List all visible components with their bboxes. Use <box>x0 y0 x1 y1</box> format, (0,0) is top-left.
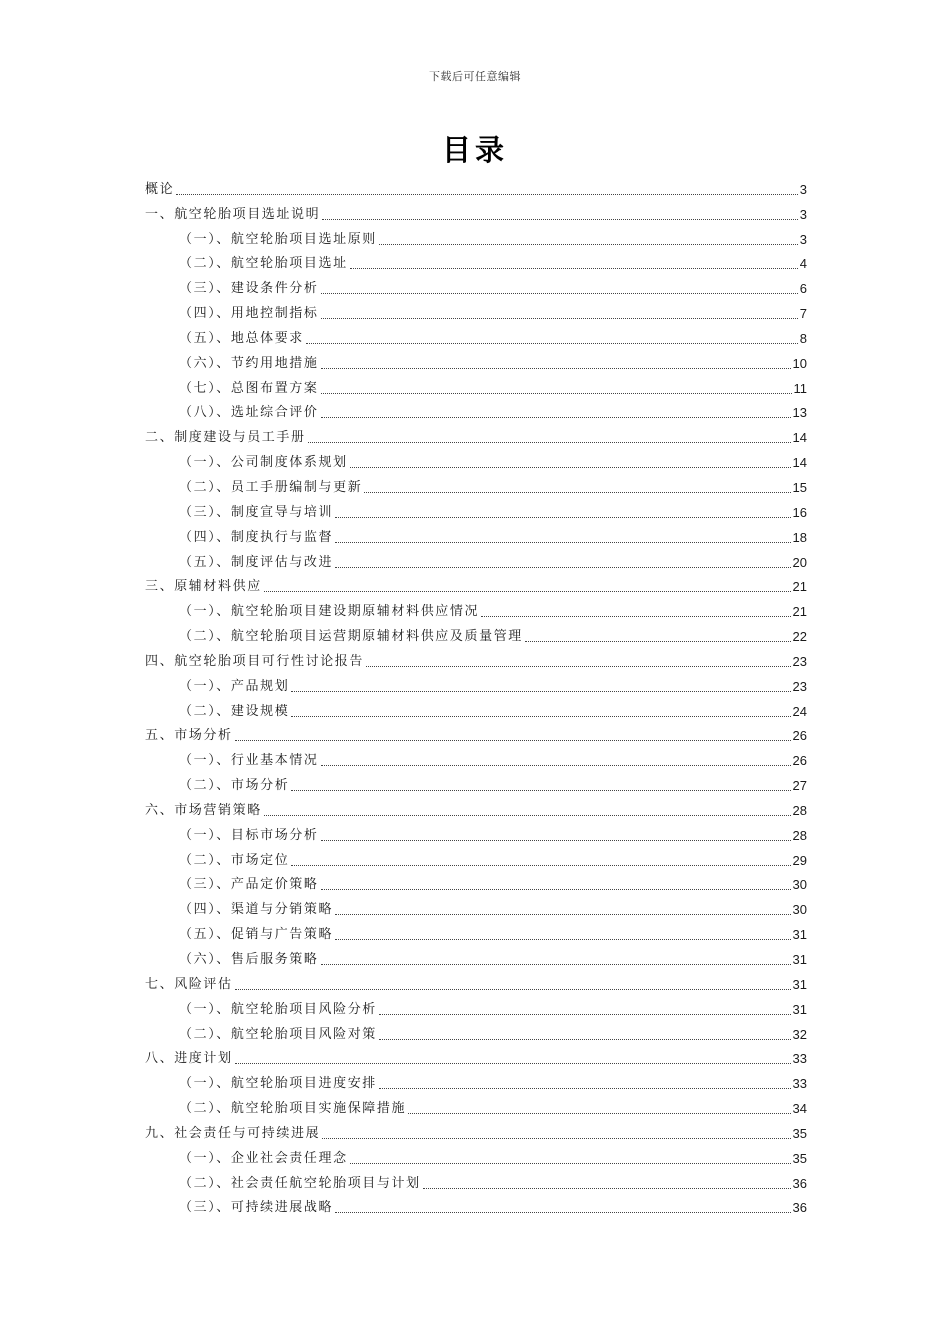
toc-entry-page-number: 30 <box>792 902 807 918</box>
toc-dot-leader <box>335 1211 790 1213</box>
toc-dot-leader <box>364 491 790 493</box>
toc-dot-leader <box>379 1087 791 1089</box>
toc-dot-leader <box>176 193 798 195</box>
toc-dot-leader <box>335 566 790 568</box>
toc-entry[interactable] <box>145 323 807 348</box>
toc-entry[interactable] <box>145 646 807 671</box>
toc-entry[interactable] <box>145 1168 807 1193</box>
toc-entry-page-number: 33 <box>792 1051 807 1067</box>
toc-entry-page-number: 15 <box>792 479 807 495</box>
toc-dot-leader <box>379 1038 791 1040</box>
toc-entry-page-number: 6 <box>799 281 807 297</box>
toc-entry-label: （一）、航空轮胎项目进度安排 <box>179 1076 377 1092</box>
toc-dot-leader <box>321 764 791 766</box>
toc-entry-label: （二）、员工手册编制与更新 <box>179 479 363 495</box>
toc-dot-leader <box>322 218 798 220</box>
toc-dot-leader <box>264 814 791 816</box>
toc-entry[interactable] <box>145 596 807 621</box>
toc-entry-page-number: 14 <box>792 455 807 471</box>
toc-dot-leader <box>350 1162 791 1164</box>
toc-dot-leader <box>321 292 798 294</box>
toc-entry[interactable] <box>145 522 807 547</box>
toc-entry[interactable] <box>145 845 807 870</box>
toc-dot-leader <box>291 789 790 791</box>
toc-entry[interactable] <box>145 745 807 770</box>
toc-entry[interactable] <box>145 572 807 597</box>
toc-entry-page-number: 30 <box>792 877 807 893</box>
toc-entry[interactable] <box>145 373 807 398</box>
toc-entry[interactable] <box>145 1193 807 1218</box>
toc-entry[interactable] <box>145 696 807 721</box>
toc-entry-page-number: 27 <box>792 778 807 794</box>
toc-entry-page-number: 3 <box>799 206 807 222</box>
toc-entry-page-number: 35 <box>792 1125 807 1141</box>
toc-entry-label: （三）、建设条件分析 <box>179 281 319 297</box>
toc-entry-label: 概论 <box>145 181 175 197</box>
toc-entry[interactable] <box>145 944 807 969</box>
header-note: 下载后可任意编辑 <box>429 70 521 83</box>
toc-entry-label: （一）、行业基本情况 <box>179 753 319 769</box>
toc-entry-page-number: 31 <box>792 927 807 943</box>
toc-entry-label: （三）、产品定价策略 <box>179 877 319 893</box>
toc-entry-label: 五、市场分析 <box>145 728 233 744</box>
toc-entry-label: （二）、航空轮胎项目运营期原辅材料供应及质量管理 <box>179 629 523 645</box>
toc-entry-label: （一）、航空轮胎项目建设期原辅材料供应情况 <box>179 604 480 620</box>
toc-dot-leader <box>350 466 791 468</box>
toc-dot-leader <box>291 690 790 692</box>
toc-dot-leader <box>308 441 791 443</box>
toc-entry-page-number: 8 <box>799 330 807 346</box>
toc-dot-leader <box>423 1187 791 1189</box>
toc-entry-label: 八、进度计划 <box>145 1051 233 1067</box>
toc-entry-label: 七、风险评估 <box>145 976 233 992</box>
toc-dot-leader <box>291 715 790 717</box>
toc-entry-label: （三）、可持续进展战略 <box>179 1200 334 1216</box>
toc-entry-page-number: 32 <box>792 1026 807 1042</box>
toc-entry-page-number: 31 <box>792 1001 807 1017</box>
toc-entry[interactable] <box>145 348 807 373</box>
toc-entry-label: 三、原辅材料供应 <box>145 579 262 595</box>
toc-entry-page-number: 31 <box>792 976 807 992</box>
toc-entry-label: （一）、产品规划 <box>179 678 290 694</box>
toc-entry[interactable] <box>145 894 807 919</box>
toc-entry-page-number: 21 <box>792 604 807 620</box>
toc-entry-page-number: 28 <box>792 827 807 843</box>
toc-entry-label: （一）、航空轮胎项目选址原则 <box>179 231 377 247</box>
toc-entry[interactable] <box>145 621 807 646</box>
toc-entry[interactable] <box>145 721 807 746</box>
toc-dot-leader <box>481 615 790 617</box>
toc-dot-leader <box>291 864 790 866</box>
toc-entry-page-number: 3 <box>799 181 807 197</box>
toc-dot-leader <box>306 342 798 344</box>
toc-entry-page-number: 14 <box>792 430 807 446</box>
toc-dot-leader <box>235 1062 791 1064</box>
toc-entry-label: （一）、目标市场分析 <box>179 827 319 843</box>
toc-entry[interactable] <box>145 820 807 845</box>
toc-entry[interactable] <box>145 398 807 423</box>
toc-entry-label: （四）、制度执行与监督 <box>179 529 334 545</box>
toc-entry[interactable] <box>145 298 807 323</box>
toc-entry[interactable] <box>145 224 807 249</box>
toc-entry[interactable] <box>145 671 807 696</box>
toc-entry-page-number: 13 <box>792 405 807 421</box>
toc-entry-label: （一）、航空轮胎项目风险分析 <box>179 1001 377 1017</box>
toc-entry[interactable] <box>145 1093 807 1118</box>
toc-entry[interactable] <box>145 174 807 199</box>
toc-entry[interactable] <box>145 1068 807 1093</box>
toc-entry-page-number: 4 <box>799 256 807 272</box>
toc-entry-page-number: 28 <box>792 802 807 818</box>
toc-entry-page-number: 22 <box>792 629 807 645</box>
toc-entry-label: 六、市场营销策略 <box>145 802 262 818</box>
toc-dot-leader <box>335 938 790 940</box>
toc-entry-label: （七）、总图布置方案 <box>179 380 319 396</box>
toc-entry-label: （五）、促销与广告策略 <box>179 927 334 943</box>
toc-entry[interactable] <box>145 1143 807 1168</box>
toc-entry-label: （一）、企业社会责任理念 <box>179 1150 348 1166</box>
toc-entry-label: 九、社会责任与可持续进展 <box>145 1125 321 1141</box>
toc-entry[interactable] <box>145 199 807 224</box>
toc-entry[interactable] <box>145 1044 807 1069</box>
toc-dot-leader <box>321 392 792 394</box>
toc-entry-page-number: 29 <box>792 852 807 868</box>
toc-entry-page-number: 26 <box>792 728 807 744</box>
toc-title: 目录 <box>441 133 508 167</box>
toc-entry[interactable] <box>145 919 807 944</box>
toc-entry-page-number: 3 <box>799 231 807 247</box>
toc-entry-page-number: 21 <box>792 579 807 595</box>
toc-entry-page-number: 26 <box>792 753 807 769</box>
toc-dot-leader <box>321 888 791 890</box>
toc-entry-page-number: 23 <box>792 653 807 669</box>
toc-entry[interactable] <box>145 422 807 447</box>
toc-entry[interactable] <box>145 870 807 895</box>
toc-dot-leader <box>525 640 791 642</box>
toc-entry-label: （六）、节约用地措施 <box>179 355 319 371</box>
toc-dot-leader <box>235 739 791 741</box>
toc-dot-leader <box>322 1137 790 1139</box>
toc-entry-label: （五）、地总体要求 <box>179 330 304 346</box>
toc-dot-leader <box>264 590 791 592</box>
toc-entry-page-number: 11 <box>793 380 807 396</box>
toc-entry-label: （五）、制度评估与改进 <box>179 554 334 570</box>
toc-entry-page-number: 35 <box>792 1150 807 1166</box>
toc-dot-leader <box>321 839 791 841</box>
toc-entry-label: 四、航空轮胎项目可行性讨论报告 <box>145 653 365 669</box>
toc-entry-label: （二）、建设规模 <box>179 703 290 719</box>
toc-entry[interactable] <box>145 547 807 572</box>
toc-entry-label: （二）、市场分析 <box>179 778 290 794</box>
toc-entry-label: （二）、航空轮胎项目风险对策 <box>179 1026 377 1042</box>
toc-entry[interactable] <box>145 795 807 820</box>
toc-entry-label: （一）、公司制度体系规划 <box>179 455 348 471</box>
toc-dot-leader <box>408 1112 790 1114</box>
toc-dot-leader <box>321 416 791 418</box>
table-of-contents <box>145 174 807 1217</box>
toc-entry-label: （四）、渠道与分销策略 <box>179 902 334 918</box>
toc-dot-leader <box>335 541 790 543</box>
toc-entry-label: （四）、用地控制指标 <box>179 306 319 322</box>
toc-entry[interactable] <box>145 497 807 522</box>
toc-entry-label: （三）、制度宣导与培训 <box>179 504 334 520</box>
toc-entry-page-number: 7 <box>799 306 807 322</box>
toc-entry-label: 二、制度建设与员工手册 <box>145 430 306 446</box>
toc-entry-label: （二）、市场定位 <box>179 852 290 868</box>
toc-entry[interactable] <box>145 994 807 1019</box>
toc-dot-leader <box>321 963 791 965</box>
toc-dot-leader <box>379 243 798 245</box>
toc-entry-label: （二）、航空轮胎项目实施保障措施 <box>179 1101 407 1117</box>
toc-entry[interactable] <box>145 273 807 298</box>
toc-entry-page-number: 10 <box>792 355 807 371</box>
toc-dot-leader <box>335 516 790 518</box>
toc-entry-page-number: 36 <box>792 1200 807 1216</box>
toc-entry-page-number: 23 <box>792 678 807 694</box>
toc-entry[interactable] <box>145 447 807 472</box>
toc-dot-leader <box>366 665 791 667</box>
toc-dot-leader <box>235 988 791 990</box>
toc-entry-label: （二）、社会责任航空轮胎项目与计划 <box>179 1175 421 1191</box>
toc-dot-leader <box>379 1013 791 1015</box>
toc-dot-leader <box>321 367 791 369</box>
toc-entry[interactable] <box>145 770 807 795</box>
toc-entry-page-number: 31 <box>792 952 807 967</box>
toc-entry[interactable] <box>145 1019 807 1044</box>
toc-entry-label: （八）、选址综合评价 <box>179 405 319 421</box>
toc-entry-page-number: 36 <box>792 1175 807 1191</box>
toc-entry-label: （二）、航空轮胎项目选址 <box>179 256 348 272</box>
toc-entry[interactable] <box>145 969 807 994</box>
toc-entry-label: 一、航空轮胎项目选址说明 <box>145 206 321 222</box>
toc-entry-page-number: 18 <box>792 529 807 545</box>
toc-entry-page-number: 20 <box>792 554 807 570</box>
toc-dot-leader <box>350 267 798 269</box>
toc-dot-leader <box>335 913 790 915</box>
toc-entry-page-number: 34 <box>792 1101 807 1117</box>
toc-entry-page-number: 16 <box>792 504 807 520</box>
toc-entry-label: （六）、售后服务策略 <box>179 952 319 967</box>
toc-entry[interactable] <box>145 1118 807 1143</box>
toc-entry[interactable] <box>145 472 807 497</box>
toc-entry[interactable] <box>145 249 807 274</box>
toc-dot-leader <box>321 317 798 319</box>
toc-entry-page-number: 24 <box>792 703 807 719</box>
toc-entry-page-number: 33 <box>792 1076 807 1092</box>
